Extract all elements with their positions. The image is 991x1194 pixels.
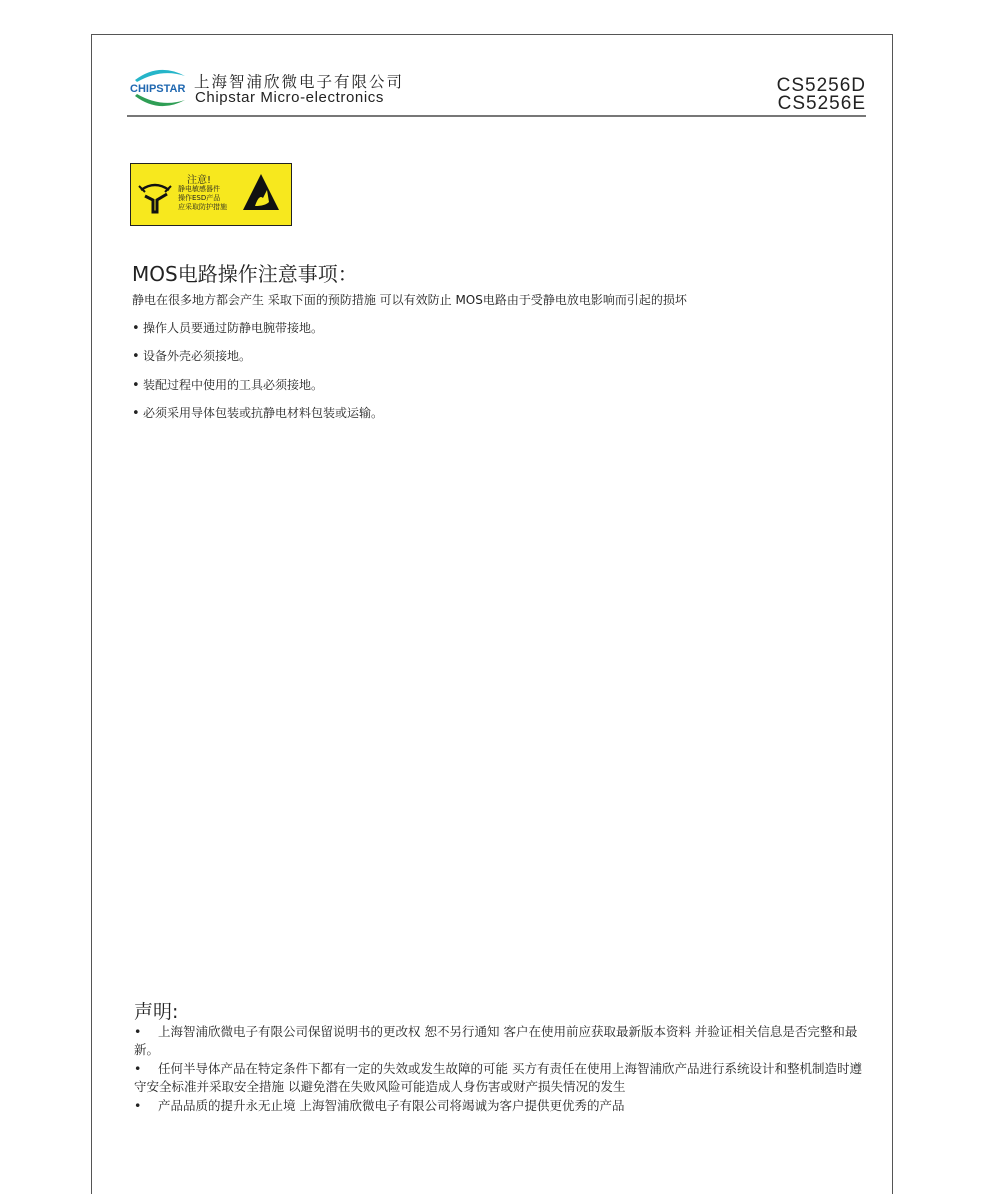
esd-warning-triangle-icon <box>241 172 281 212</box>
section-intro: 静电在很多地方都会产生 采取下面的预防措施 可以有效防止 MOS电路由于受静电放电影响而引起的损坏 <box>132 293 687 307</box>
bullet-icon: • <box>132 378 140 393</box>
chipstar-logo <box>129 66 189 112</box>
esd-line: 操作ESD产品 <box>178 194 221 202</box>
page-header <box>127 66 866 118</box>
list-item: • 设备外壳必须接地。 <box>132 349 252 364</box>
model-number: CS5256E <box>777 93 866 114</box>
list-item: • 操作人员要通过防静电腕带接地。 <box>132 321 324 336</box>
declaration-item: • 任何半导体产品在特定条件下都有一定的失效或发生故障的可能 买方有责任在使用上海智浦欣产品进行系统设计和整机制造时遵守安全标准并采取安全措施 以避免潜在失败风险可能造成人身伤害或财产损失情况的发生 <box>134 1061 862 1094</box>
declaration-item: • 上海智浦欣微电子有限公司保留说明书的更改权 恕不另行通知 客户在使用前应获取最新版本资料 并验证相关信息是否完整和最新。 <box>134 1024 858 1057</box>
model-number: CS5256D <box>776 75 866 96</box>
bullet-icon: • <box>132 349 140 364</box>
list-item: • 必须采用导体包装或抗静电材料包装或运输。 <box>132 406 384 421</box>
company-name-en: Chipstar Micro-electronics <box>195 89 384 106</box>
esd-title: 注意! <box>187 175 212 186</box>
declaration-item: • 产品品质的提升永无止境 上海智浦欣微电子有限公司将竭诚为客户提供更优秀的产品 <box>134 1098 625 1113</box>
esd-hand-icon <box>135 176 177 216</box>
esd-line: 应采取防护措施 <box>178 203 227 211</box>
esd-line: 静电敏感器件 <box>178 185 220 193</box>
bullet-icon: • <box>134 1098 142 1113</box>
declaration-title: 声明: <box>134 1001 179 1023</box>
section-title: MOS电路操作注意事项： <box>132 262 358 286</box>
bullet-icon: • <box>132 321 140 336</box>
esd-warning-label <box>130 163 292 226</box>
list-item: • 装配过程中使用的工具必须接地。 <box>132 378 324 393</box>
header-divider <box>127 115 866 117</box>
logo-text: CHIPSTAR <box>130 83 186 95</box>
bullet-icon: • <box>134 1061 142 1076</box>
bullet-icon: • <box>132 406 140 421</box>
company-name-cn: 上海智浦欣微电子有限公司 <box>194 73 405 91</box>
bullet-icon: • <box>134 1024 142 1039</box>
